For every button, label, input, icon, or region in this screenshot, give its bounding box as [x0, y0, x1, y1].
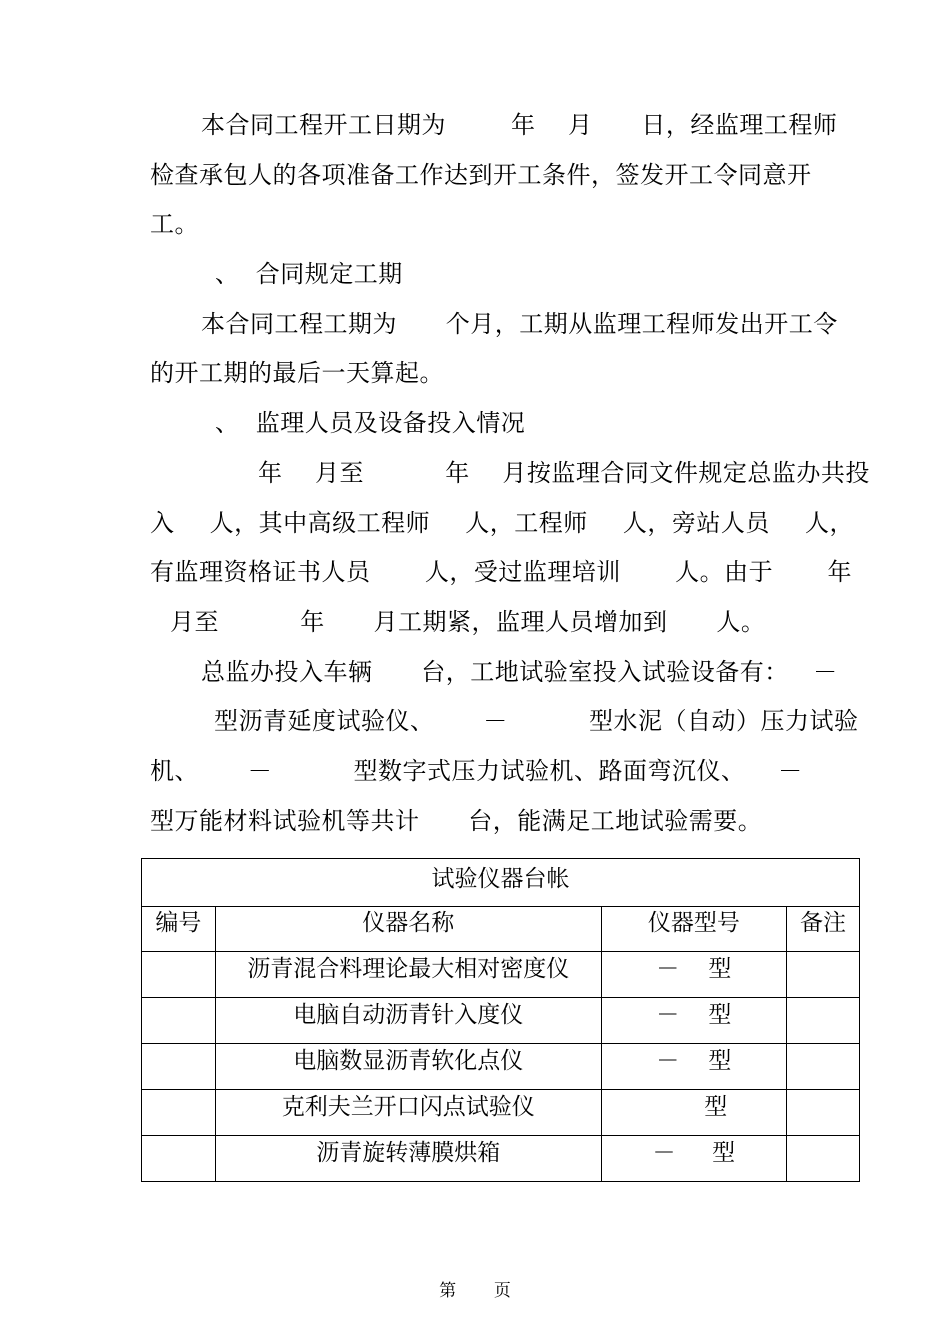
paragraph-line: 型万能材料试验机等共计 台，能满足工地试验需要。 — [150, 807, 763, 835]
paragraph-line: 检查承包人的各项准备工作达到开工条件，签发开工令同意开 — [150, 161, 812, 189]
instrument-ledger-table — [141, 858, 860, 1182]
paragraph-line: 本合同工程开工日期为 年 月 日，经监理工程师 — [201, 111, 838, 139]
cell-name: 沥青混合料理论最大相对密度仪 — [215, 952, 601, 998]
cell-number — [142, 998, 216, 1044]
cell-model: － 型 — [601, 1044, 787, 1090]
paragraph-line: 月至 年 月工期紧，监理人员增加到 人。 — [170, 608, 766, 636]
section-heading: 、 合同规定工期 — [215, 260, 403, 288]
text-segment: 人，工程师 — [465, 509, 588, 537]
cell-number — [142, 952, 216, 998]
cell-name: 电脑数显沥青软化点仪 — [215, 1044, 601, 1090]
paragraph-line: 的开工期的最后一天算起。 — [150, 359, 444, 387]
paragraph-line-justified — [150, 508, 854, 538]
cell-name: 克利夫兰开口闪点试验仪 — [215, 1090, 601, 1136]
text-segment: 年 — [827, 558, 852, 586]
page-footer: 第 页 — [439, 1281, 511, 1301]
column-header-note: 备注 — [787, 907, 860, 952]
paragraph-line: 本合同工程工期为 个月，工期从监理工程师发出开工令 — [201, 310, 838, 338]
column-header-number: 编号 — [142, 907, 216, 952]
cell-model: 型 — [601, 1090, 787, 1136]
cell-note — [787, 1044, 860, 1090]
paragraph-line: 型沥青延度试验仪、 － 型水泥（自动）压力试验 — [214, 707, 859, 735]
text-segment: 入 — [150, 509, 175, 537]
cell-note — [787, 1090, 860, 1136]
section-heading: 、 监理人员及设备投入情况 — [215, 409, 526, 437]
cell-note — [787, 952, 860, 998]
cell-model: － 型 — [601, 952, 787, 998]
text-segment: 人，其中高级工程师 — [209, 509, 431, 537]
text-segment: 人，旁站人员 — [622, 509, 770, 537]
column-header-model: 仪器型号 — [601, 907, 787, 952]
paragraph-line: 机、 － 型数字式压力试验机、路面弯沉仪、 － — [150, 757, 803, 785]
text-segment: 人。由于 — [675, 558, 774, 586]
cell-note — [787, 998, 860, 1044]
paragraph-line: 总监办投入车辆 台，工地试验室投入试验设备有： － — [201, 658, 838, 686]
cell-note — [787, 1136, 860, 1182]
table-row — [142, 1090, 860, 1136]
table-title: 试验仪器台帐 — [142, 859, 860, 907]
cell-number — [142, 1044, 216, 1090]
column-header-name: 仪器名称 — [215, 907, 601, 952]
cell-name: 电脑自动沥青针入度仪 — [215, 998, 601, 1044]
paragraph-line-justified — [150, 557, 852, 587]
table-row — [142, 952, 860, 998]
cell-name: 沥青旋转薄膜烘箱 — [215, 1136, 601, 1182]
table-row — [142, 998, 860, 1044]
cell-number — [142, 1090, 216, 1136]
paragraph-line: 工。 — [150, 210, 199, 238]
cell-model: － 型 — [601, 998, 787, 1044]
cell-number — [142, 1136, 216, 1182]
paragraph-line: 年 月至 年 月按监理合同文件规定总监办共投 — [258, 459, 870, 487]
text-segment: 有监理资格证书人员 — [150, 558, 371, 586]
table-row — [142, 1044, 860, 1090]
text-segment: 人，受过监理培训 — [424, 558, 621, 586]
text-segment: 人， — [805, 509, 854, 537]
cell-model: － 型 — [601, 1136, 787, 1182]
table-row — [142, 1136, 860, 1182]
